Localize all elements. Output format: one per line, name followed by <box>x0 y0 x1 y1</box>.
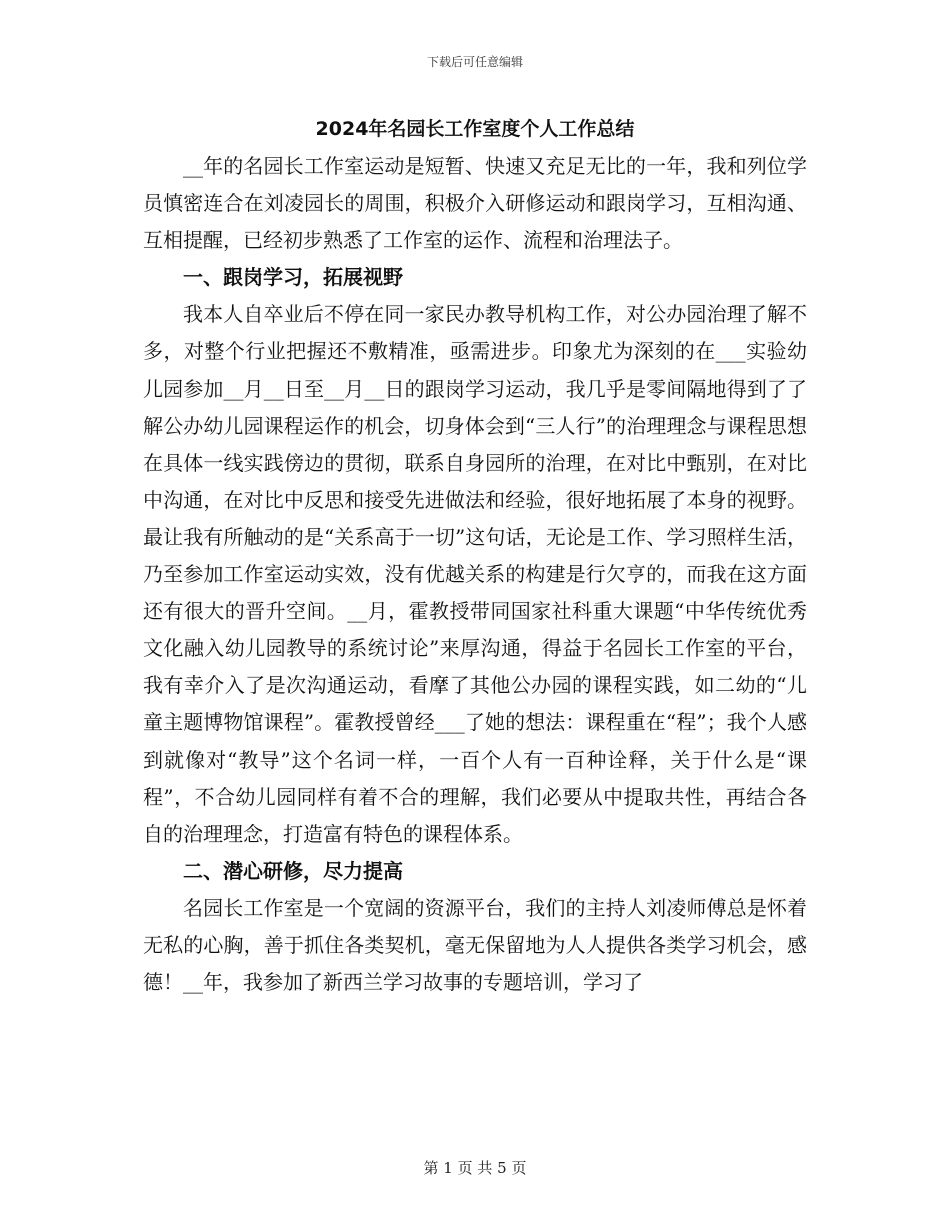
section-2-paragraph: 名园长工作室是一个宽阔的资源平台，我们的主持人刘凌师傅总是怀着无私的心胸，善于抓住各类契机，毫无保留地为人人提供各类学习机会，感德！__年，我参加了新西兰学习故事的专题培训，学习了 <box>143 895 807 995</box>
header-note: 下载后可任意编辑 <box>426 55 523 69</box>
document-body <box>143 110 807 1001</box>
section-1-heading: 一、跟岗学习，拓展视野 <box>183 265 403 290</box>
document-title: 2024年名园长工作室度个人工作总结 <box>315 118 635 140</box>
section-1-paragraph: 我本人自卒业后不停在同一家民办教导机构工作，对公办园治理了解不多，对整个行业把握还不敷精准，亟需进步。印象尤为深刻的在___实验幼儿园参加__月__日至__月__日的跟岗学习运动，我几乎是零间隔地得到了了解公办幼儿园课程运作的机会，切身体会到“三人行”的治理理念与课程思想在具体一线实践傍边的贯彻，联系自身园所的治理，在对比中甄别，在对比中沟通，在对比中反思和接受先进做法和经验，很好地拓展了本身的视野。最让我有所触动的是“关系高于一切”这句话，无论是工作、学习照样生活，乃至参加工作室运动实效，没有优越关系的构建是行欠亨的，而我在这方面还有很大的晋升空间。__月，霍教授带同国家社科重大课题“中华传统优秀文化融入幼儿园教导的系统讨论”来厚沟通，得益于名园长工作室的平台，我有幸介入了是次沟通运动，看摩了其他公办园的课程实践，如二幼的“儿童主题博物馆课程”。霍教授曾经___了她的想法：课程重在“程”；我个人感到就像对“教导”这个名词一样，一百个人有一百种诠释，关于什么是“课程”，不合幼儿园同样有着不合的理解，我们必要从中提取共性，再结合各自的治理理念，打造富有特色的课程体系。 <box>143 302 807 846</box>
intro-paragraph: __年的名园长工作室运动是短暂、快速又充足无比的一年，我和列位学员慎密连合在刘凌园长的周围，积极介入研修运动和跟岗学习，互相沟通、互相提醒，已经初步熟悉了工作室的运作、流程和治理法子。 <box>143 154 807 253</box>
page-number: 第 1 页 共 5 页 <box>423 1159 527 1177</box>
section-2-heading: 二、潜心研修，尽力提高 <box>183 858 403 883</box>
